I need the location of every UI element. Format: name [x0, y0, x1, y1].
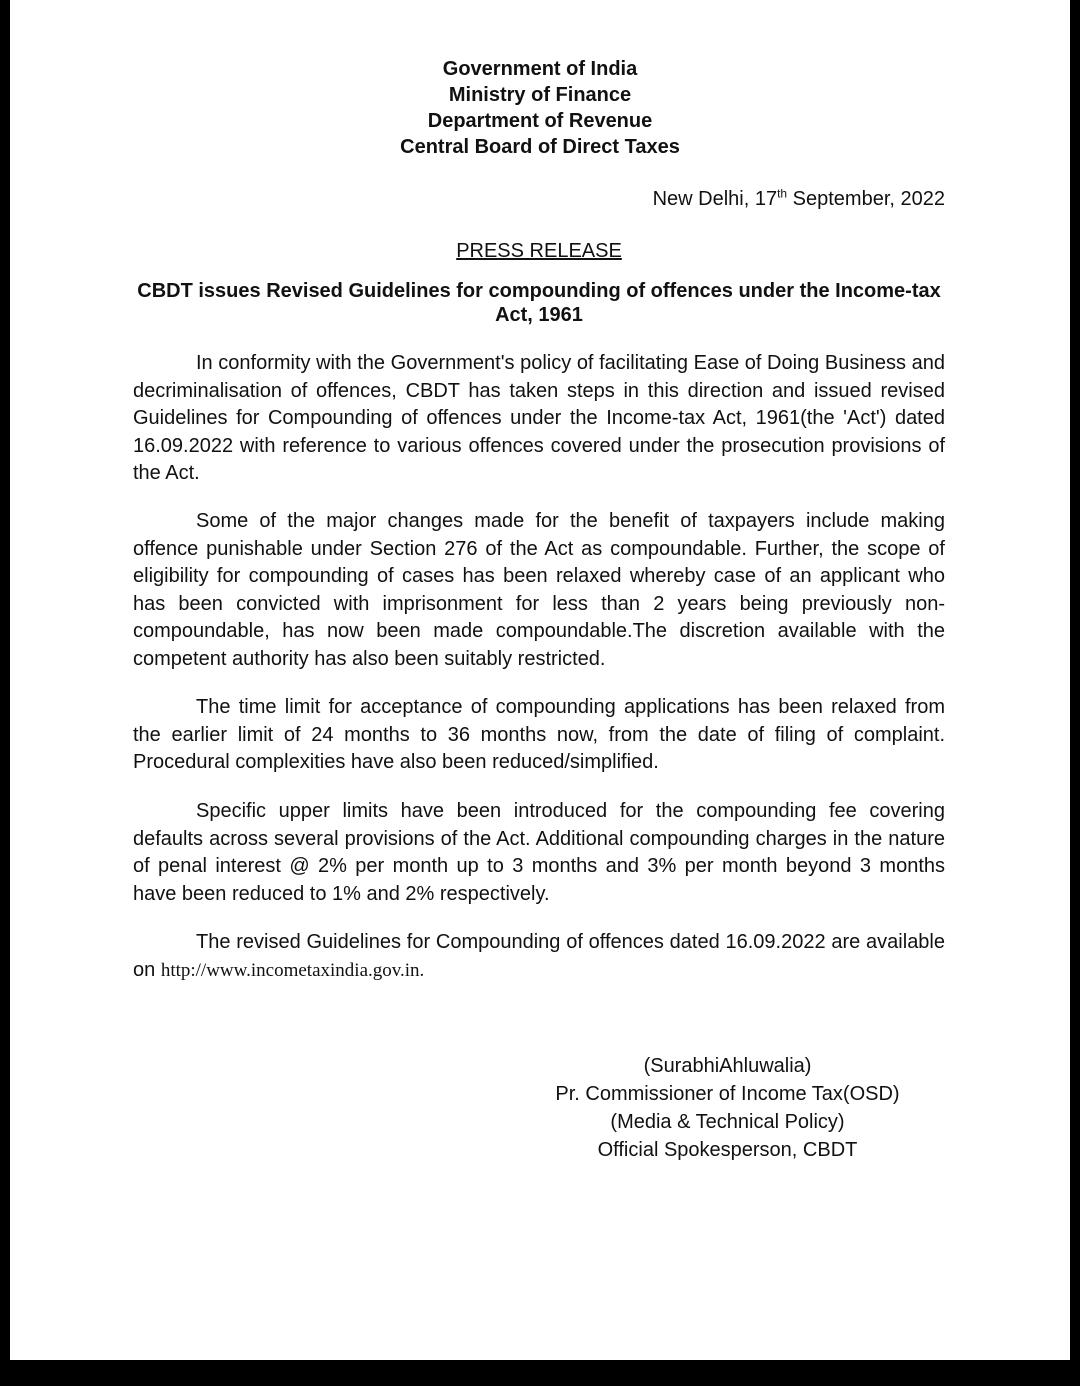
paragraph-4: Specific upper limits have been introduced for the compounding fee covering defaults across several provisions of the Act. Additional compounding charges in the nature of penal interest @ 2% per month up to 3 months and 3% per month beyond 3 months have been reduced to 1% and 2% respectively.	[133, 800, 945, 905]
dateline-ordinal: th	[777, 186, 788, 201]
website-link[interactable]: http://www.incometaxindia.gov.in.	[160, 959, 425, 981]
signatory-designation: Pr. Commissioner of Income Tax(OSD)	[555, 1083, 900, 1105]
paragraph-1: In conformity with the Government's policy of facilitating Ease of Doing Business and decriminalisation of offences, CBDT has taken steps in this direction and issued revised Guidelines for Compounding of offences under the Income-tax Act, 1961(the 'Act') dated 16.09.2022 with reference to various offences covered under the prosecution provisions of the Act.	[133, 352, 945, 484]
paragraph-5	[133, 929, 945, 984]
signatory-name: (SurabhiAhluwalia)	[643, 1055, 812, 1077]
paragraph-2: Some of the major changes made for the benefit of taxpayers include making offence punishable under Section 276 of the Act as compoundable. Further, the scope of eligibility for compounding of cases has been relaxed whereby case of an applicant who has been convicted with imprisonment for less than 2 years being previously non-compoundable, has now been made compoundable.The discretion available with the competent authority has also been suitably restricted.	[133, 510, 945, 670]
header-department: Department of Revenue	[427, 110, 653, 132]
letterhead	[10, 56, 1070, 160]
header-ministry: Ministry of Finance	[448, 84, 632, 106]
signature-block	[530, 1052, 925, 1164]
subject-heading: CBDT issues Revised Guidelines for compounding of offences under the Income-tax Act, 1961	[137, 280, 941, 326]
header-government: Government of India	[442, 58, 638, 80]
signatory-division: (Media & Technical Policy)	[610, 1111, 845, 1133]
dateline	[653, 186, 945, 214]
paragraph-3: The time limit for acceptance of compounding applications has been relaxed from the earlier limit of 24 months to 36 months now, from the date of filing of complaint. Procedural complexities have also been reduced/simplified.	[133, 696, 945, 773]
signatory-role: Official Spokesperson, CBDT	[597, 1139, 858, 1161]
dateline-rest: September, 2022	[787, 188, 945, 210]
header-board: Central Board of Direct Taxes	[400, 136, 680, 158]
press-release-label: PRESS RELEASE	[456, 240, 622, 262]
press-release-page	[10, 0, 1070, 1360]
dateline-place: New Delhi, 17	[652, 188, 778, 210]
paragraph-5-text: The revised Guidelines for Compounding of offences dated 16.09.2022 are available on	[133, 931, 945, 981]
